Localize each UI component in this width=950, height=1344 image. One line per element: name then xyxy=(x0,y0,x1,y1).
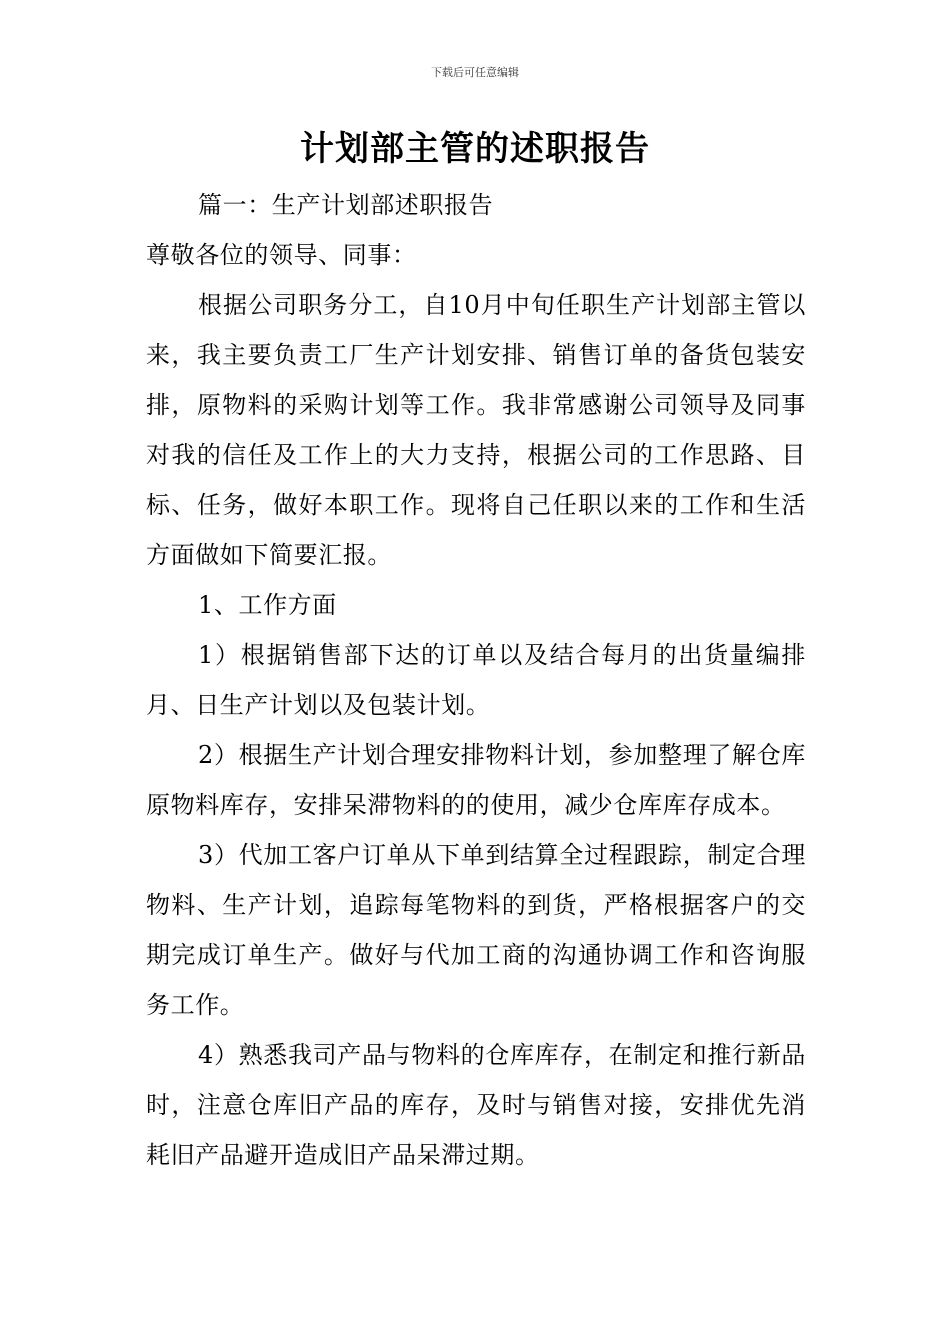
paragraph-item-4: 4）熟悉我司产品与物料的仓库库存，在制定和推行新品时，注意仓库旧产品的库存，及时与销售对接，安排优先消耗旧产品避开造成旧产品呆滞过期。 xyxy=(146,1041,806,1169)
document-title: 计划部主管的述职报告 xyxy=(300,129,650,169)
header-note: 下载后可任意编辑 xyxy=(431,66,519,79)
paragraph-item-1: 1）根据销售部下达的订单以及结合每月的出货量编排月、日生产计划以及包装计划。 xyxy=(146,641,806,719)
paragraph-item-3: 3）代加工客户订单从下单到结算全过程跟踪，制定合理物料、生产计划，追踪每笔物料的到货，严格根据客户的交期完成订单生产。做好与代加工商的沟通协调工作和咨询服务工作。 xyxy=(146,841,806,1019)
paragraph-intro: 根据公司职务分工，自10月中旬任职生产计划部主管以来，我主要负责工厂生产计划安排、销售订单的备货包装安排，原物料的采购计划等工作。我非常感谢公司领导及同事对我的信任及工作上的大力支持，根据公司的工作思路、目标、任务，做好本职工作。现将自己任职以来的工作和生活方面做如下简要汇报。 xyxy=(146,291,806,569)
document-body xyxy=(146,180,806,1180)
paragraph-item-2: 2）根据生产计划合理安排物料计划，参加整理了解仓库原物料库存，安排呆滞物料的的使用，减少仓库库存成本。 xyxy=(146,741,806,819)
salutation: 尊敬各位的领导、同事： xyxy=(146,241,417,269)
section-heading: 篇一：生产计划部述职报告 xyxy=(198,191,494,219)
subheading-work: 1、工作方面 xyxy=(198,591,337,619)
